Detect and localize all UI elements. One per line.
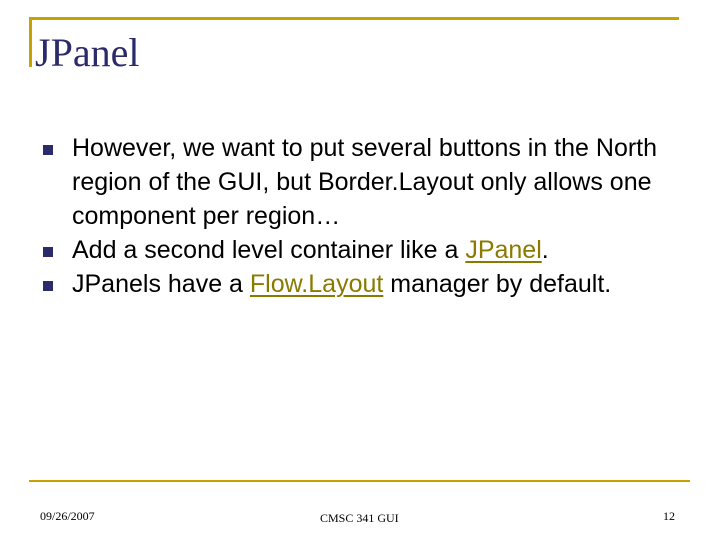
- footer-course: CMSC 341 GUI: [320, 511, 399, 525]
- square-bullet-icon: [43, 145, 53, 155]
- title-frame-top-rule: [29, 17, 679, 20]
- bullet-2-text-after: .: [541, 236, 549, 264]
- bullet-list: [40, 131, 680, 301]
- page-number: 12: [663, 509, 675, 523]
- bullet-3-text-before: JPanels have a: [72, 270, 250, 298]
- bullet-item-3: [40, 267, 680, 301]
- square-bullet-icon: [43, 247, 53, 257]
- square-bullet-icon: [43, 281, 53, 291]
- flowlayout-link[interactable]: Flow.Layout: [249, 270, 384, 298]
- bullet-3-text-after: manager by default.: [383, 270, 612, 298]
- jpanel-link[interactable]: JPanel: [465, 236, 542, 264]
- bullet-1-text: However, we want to put several buttons in the North region of the GUI, but Border.Layout only allows one component per region…: [72, 134, 658, 230]
- bullet-2-text-before: Add a second level container like a: [72, 236, 466, 264]
- footer-date: 09/26/2007: [40, 509, 95, 523]
- bullet-item-2: [40, 233, 680, 267]
- footer-rule: [29, 480, 690, 482]
- slide-title: JPanel: [35, 30, 140, 75]
- title-frame-left-rule: [29, 17, 32, 67]
- bullet-item-1: [40, 131, 680, 233]
